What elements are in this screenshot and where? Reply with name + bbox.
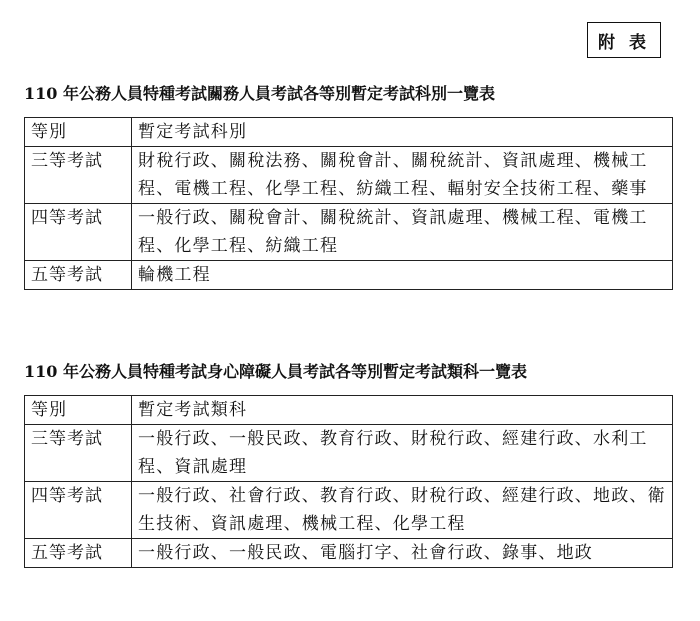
customs-exam-table [24,117,673,290]
exam-subjects: 一般行政、社會行政、教育行政、財稅行政、經建行政、地政、衛生技術、資訊處理、機械工程、化學工程 [132,482,673,539]
header-subjects: 暫定考試科別 [132,118,673,147]
table-header-row [25,396,673,425]
header-subjects: 暫定考試類科 [132,396,673,425]
table-row [25,204,673,261]
customs-exam-title: 110 年公務人員特種考試關務人員考試各等別暫定考試科別一覽表 [24,84,495,103]
exam-level: 四等考試 [25,482,132,539]
exam-subjects: 一般行政、一般民政、電腦打字、社會行政、錄事、地政 [132,539,673,568]
exam-subjects: 輪機工程 [132,261,673,290]
exam-subjects: 一般行政、一般民政、教育行政、財稅行政、經建行政、水利工程、資訊處理 [132,425,673,482]
disability-exam-title: 110 年公務人員特種考試身心障礙人員考試各等別暫定考試類科一覽表 [24,362,527,381]
table-row [25,425,673,482]
table-row [25,539,673,568]
disability-exam-table [24,395,673,568]
exam-level: 三等考試 [25,147,132,204]
exam-level: 五等考試 [25,539,132,568]
header-level: 等別 [25,396,132,425]
appendix-label: 附 表 [587,22,661,58]
table-row [25,147,673,204]
table-header-row [25,118,673,147]
exam-level: 四等考試 [25,204,132,261]
exam-subjects: 一般行政、關稅會計、關稅統計、資訊處理、機械工程、電機工程、化學工程、紡織工程 [132,204,673,261]
header-level: 等別 [25,118,132,147]
table-row [25,261,673,290]
exam-level: 三等考試 [25,425,132,482]
exam-subjects: 財稅行政、關稅法務、關稅會計、關稅統計、資訊處理、機械工程、電機工程、化學工程、紡織工程、輻射安全技術工程、藥事 [132,147,673,204]
exam-level: 五等考試 [25,261,132,290]
table-row [25,482,673,539]
